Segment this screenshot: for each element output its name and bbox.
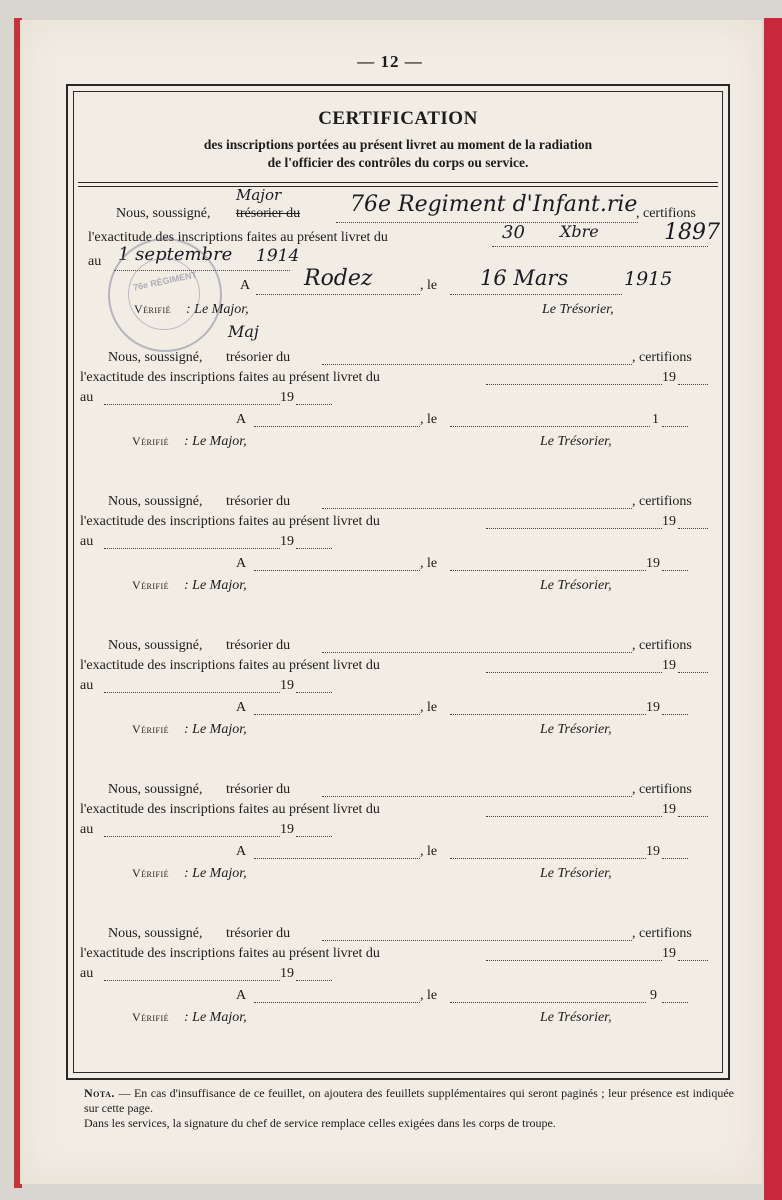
to-year-field[interactable] [296, 404, 332, 405]
verifie-label: Vérifié [132, 1010, 170, 1024]
verifie-label: Vérifié [132, 578, 170, 592]
exactitude-label: l'exactitude des inscriptions faites au présent livret du [80, 802, 380, 817]
from-date-field[interactable] [486, 528, 662, 529]
handwritten-unit: 76e Regiment d'Infant.rie [350, 192, 638, 217]
le-label: , le [420, 556, 438, 571]
unit-field[interactable] [322, 940, 632, 941]
year-field[interactable] [662, 426, 688, 427]
major-label: : Le Major, [184, 722, 247, 737]
le-label: , le [420, 412, 438, 427]
verifie-label: Vérifié [134, 302, 172, 316]
to-year-field[interactable] [296, 692, 332, 693]
to-date-field[interactable] [104, 404, 280, 405]
stamp-inner-ring [128, 258, 200, 330]
certifions-label: , certifions [632, 638, 692, 653]
handwritten-year: 1915 [624, 268, 673, 290]
tresorier-du-label: trésorier du [226, 782, 291, 797]
year-prefix: 19 [662, 658, 676, 673]
major-label: : Le Major, [184, 434, 247, 449]
au-label: au [80, 390, 94, 405]
header-divider-thin [78, 186, 718, 187]
exactitude-label: l'exactitude des inscriptions faites au présent livret du [88, 230, 388, 245]
place-field[interactable] [254, 714, 420, 715]
place-field[interactable] [254, 858, 420, 859]
certification-block-6 [68, 918, 732, 1038]
le-label: , le [420, 700, 438, 715]
date-field[interactable] [450, 1002, 646, 1003]
unit-field[interactable] [322, 508, 632, 509]
footnote [62, 1086, 734, 1131]
footnote-paragraph-2: Dans les services, la signature du chef de service remplace celles exigées dans les corps de troupe. [84, 1116, 556, 1130]
unit-field[interactable] [322, 652, 632, 653]
page-title: CERTIFICATION [318, 108, 478, 129]
tresorier-du-label: trésorier du [226, 638, 291, 653]
handwritten-from-day: 30 [502, 222, 525, 243]
tresorier-du-label: trésorier du [226, 494, 291, 509]
certifions-label: , certifions [632, 926, 692, 941]
nota-label: Nota. [84, 1086, 115, 1100]
nous-label: Nous, soussigné, [108, 350, 203, 365]
year-prefix: 19 [662, 802, 676, 817]
major-label: : Le Major, [184, 1010, 247, 1025]
from-year-field[interactable] [678, 384, 708, 385]
exactitude-label: l'exactitude des inscriptions faites au présent livret du [80, 370, 380, 385]
verifie-label: Vérifié [132, 434, 170, 448]
certifions-label: , certifions [632, 494, 692, 509]
year-prefix: 19 [646, 556, 660, 571]
a-label: A [236, 412, 247, 427]
exactitude-label: l'exactitude des inscriptions faites au présent livret du [80, 946, 380, 961]
year-prefix: 19 [280, 678, 294, 693]
year-prefix: 19 [280, 822, 294, 837]
a-label: A [236, 556, 247, 571]
from-date-field[interactable] [486, 672, 662, 673]
certification-block-3 [68, 486, 732, 606]
from-year-field[interactable] [678, 816, 708, 817]
year-prefix: 19 [662, 946, 676, 961]
major-label: : Le Major, [184, 866, 247, 881]
footnote-paragraph-1 [62, 1086, 734, 1116]
certification-frame [66, 84, 730, 1080]
to-date-field[interactable] [104, 980, 280, 981]
le-label: , le [420, 278, 438, 293]
a-label: A [236, 988, 247, 1003]
verifie-label: Vérifié [132, 866, 170, 880]
handwritten-to-date: 1 septembre [118, 244, 233, 265]
place-field[interactable] [254, 426, 420, 427]
date-field [450, 294, 622, 295]
year-field[interactable] [662, 714, 688, 715]
a-label: A [236, 844, 247, 859]
from-date-field [492, 246, 708, 247]
to-year-field[interactable] [296, 836, 332, 837]
to-date-field[interactable] [104, 836, 280, 837]
tresorier-du-label: trésorier du [226, 926, 291, 941]
subtitle-line-2: de l'officier des contrôles du corps ou service. [267, 155, 529, 170]
certification-block-4 [68, 630, 732, 750]
from-date-field[interactable] [486, 384, 662, 385]
subtitle-line-1: des inscriptions portées au présent livret au moment de la radiation [203, 137, 593, 152]
tresorier-signature-label: Le Trésorier, [540, 866, 612, 881]
certification-block-5 [68, 774, 732, 894]
from-date-field[interactable] [486, 816, 662, 817]
handwritten-signature: Maj [228, 322, 259, 341]
handwritten-title-correction: Major [236, 186, 282, 204]
date-field[interactable] [450, 714, 646, 715]
from-year-field[interactable] [678, 960, 708, 961]
tresorier-signature-label: Le Trésorier, [540, 434, 612, 449]
exactitude-label: l'exactitude des inscriptions faites au présent livret du [80, 514, 380, 529]
tresorier-du-label: trésorier du [226, 350, 291, 365]
to-year-field[interactable] [296, 980, 332, 981]
a-label: A [236, 700, 247, 715]
certification-block-2 [68, 342, 732, 462]
place-field[interactable] [254, 570, 420, 571]
year-field[interactable] [662, 858, 688, 859]
certifions-label: , certifions [632, 782, 692, 797]
handwritten-to-year: 1914 [256, 246, 300, 266]
au-label: au [80, 966, 94, 981]
handwritten-from-year: 1897 [664, 220, 720, 245]
place-field [256, 294, 420, 295]
header-divider [78, 182, 718, 183]
year-prefix: 19 [280, 966, 294, 981]
exactitude-label: l'exactitude des inscriptions faites au présent livret du [80, 658, 380, 673]
year-prefix: 9 [650, 988, 657, 1003]
to-year-field[interactable] [296, 548, 332, 549]
year-prefix: 19 [662, 514, 676, 529]
tresorier-signature-label: Le Trésorier, [540, 1010, 612, 1025]
verifie-label: Vérifié [132, 722, 170, 736]
handwritten-from-month: Xbre [560, 222, 599, 241]
year-prefix: 19 [280, 390, 294, 405]
date-field[interactable] [450, 570, 646, 571]
year-prefix: 19 [280, 534, 294, 549]
year-prefix: 19 [646, 844, 660, 859]
year-prefix: 1 [652, 412, 659, 427]
tresorier-signature-label: Le Trésorier, [540, 722, 612, 737]
nous-label: Nous, soussigné, [108, 926, 203, 941]
date-field[interactable] [450, 858, 646, 859]
unit-field[interactable] [322, 796, 632, 797]
nous-label: Nous, soussigné, [108, 782, 203, 797]
from-year-field[interactable] [678, 672, 708, 673]
year-field[interactable] [662, 570, 688, 571]
le-label: , le [420, 988, 438, 1003]
red-cover-edge-right [764, 18, 782, 1200]
unit-field[interactable] [322, 364, 632, 365]
nous-label: Nous, soussigné, [108, 494, 203, 509]
to-date-field[interactable] [104, 548, 280, 549]
nous-label: Nous, soussigné, [116, 206, 211, 221]
certifions-label: , certifions [636, 206, 696, 221]
year-field[interactable] [662, 1002, 688, 1003]
tresorier-signature-label: Le Trésorier, [540, 578, 612, 593]
nota-text-1: — En cas d'insuffisance de ce feuillet, on ajoutera des feuillets supplémentaires qui seront paginés ; leur présence est indiquée sur cette page. [84, 1086, 734, 1115]
page-subtitle [68, 136, 728, 172]
place-field[interactable] [254, 1002, 420, 1003]
au-label: au [80, 822, 94, 837]
tresorier-signature-label: Le Trésorier, [542, 302, 614, 317]
certifions-label: , certifions [632, 350, 692, 365]
au-label: au [80, 534, 94, 549]
regiment-seal-stamp [108, 238, 222, 352]
le-label: , le [420, 844, 438, 859]
year-prefix: 19 [646, 700, 660, 715]
from-year-field[interactable] [678, 528, 708, 529]
major-label: : Le Major, [184, 578, 247, 593]
major-label: : Le Major, [186, 302, 249, 317]
stamp-text: 76e RÉGIMENT [132, 269, 198, 293]
handwritten-place: Rodez [304, 266, 373, 291]
struck-tresorier-label: trésorier du [236, 206, 301, 221]
a-label: A [240, 278, 251, 293]
date-field[interactable] [450, 426, 650, 427]
year-prefix: 19 [662, 370, 676, 385]
au-label: au [88, 254, 102, 269]
page-number: — 12 — [357, 52, 423, 71]
from-date-field[interactable] [486, 960, 662, 961]
nous-label: Nous, soussigné, [108, 638, 203, 653]
to-date-field[interactable] [104, 692, 280, 693]
handwritten-date: 16 Mars [480, 266, 569, 290]
au-label: au [80, 678, 94, 693]
